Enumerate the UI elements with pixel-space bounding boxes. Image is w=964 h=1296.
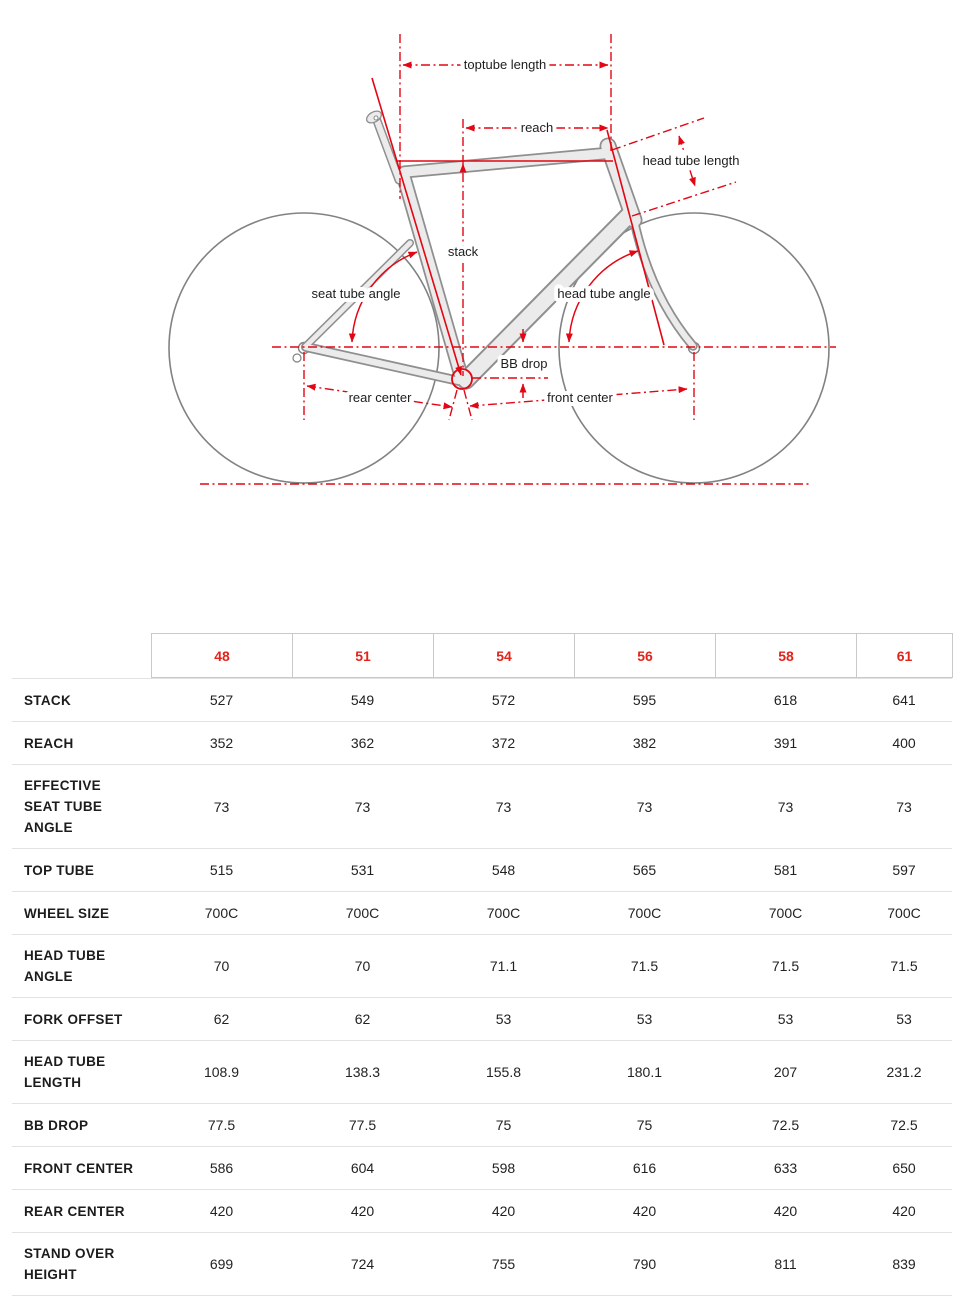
frame xyxy=(306,109,693,381)
geometry-table xyxy=(0,633,964,1296)
geometry-value: 565 xyxy=(632,862,657,878)
geometry-value: 420 xyxy=(773,1203,798,1219)
table-header-row xyxy=(12,633,952,679)
size-column-header xyxy=(292,633,434,678)
ext-headtube-bottom xyxy=(632,182,736,216)
row-label: HEAD TUBE ANGLE xyxy=(24,948,106,984)
geometry-value: 352 xyxy=(209,735,234,751)
size-header-label: 58 xyxy=(778,647,794,664)
geometry-value: 207 xyxy=(773,1064,798,1080)
geometry-value: 71.5 xyxy=(630,958,659,974)
geometry-value: 700C xyxy=(768,905,803,921)
size-column-header xyxy=(433,633,575,678)
size-header-label: 51 xyxy=(355,647,371,664)
geometry-value: 71.5 xyxy=(771,958,800,974)
geometry-value: 75 xyxy=(636,1117,653,1133)
geometry-value: 73 xyxy=(636,798,653,815)
geometry-value: 77.5 xyxy=(207,1117,236,1133)
size-column-header xyxy=(856,633,953,678)
label-head-tube-length: head tube length xyxy=(642,153,740,168)
label-reach: reach xyxy=(520,120,554,135)
geometry-value: 572 xyxy=(491,692,516,708)
geometry-value: 790 xyxy=(632,1256,657,1272)
geometry-diagram-svg xyxy=(0,0,964,633)
ext-headtube-top xyxy=(612,118,704,150)
table-row xyxy=(12,722,952,765)
geometry-value: 70 xyxy=(213,958,230,974)
label-head-tube-angle: head tube angle xyxy=(557,286,651,301)
geometry-value: 839 xyxy=(892,1256,916,1272)
geometry-value: 597 xyxy=(892,862,916,878)
seat-tube-axis-line xyxy=(372,78,461,375)
table-corner-cell xyxy=(12,633,151,678)
ext-bb-right xyxy=(464,390,472,420)
geometry-value: 71.1 xyxy=(489,958,518,974)
geometry-value: 581 xyxy=(773,862,798,878)
row-label: STAND OVER HEIGHT xyxy=(24,1246,115,1282)
row-label: FRONT CENTER xyxy=(24,1160,134,1176)
geometry-value: 633 xyxy=(773,1160,798,1176)
geometry-value: 53 xyxy=(777,1011,794,1027)
table-row xyxy=(12,892,952,935)
geometry-value: 77.5 xyxy=(348,1117,377,1133)
geometry-value: 372 xyxy=(491,735,516,751)
row-label: EFFECTIVE SEAT TUBE ANGLE xyxy=(24,778,103,835)
geometry-value: 155.8 xyxy=(485,1064,522,1080)
geometry-value: 618 xyxy=(773,692,798,708)
table-row xyxy=(12,1190,952,1233)
geometry-value: 70 xyxy=(354,958,371,974)
geometry-value: 53 xyxy=(495,1011,512,1027)
row-label: WHEEL SIZE xyxy=(24,905,110,921)
geometry-value: 400 xyxy=(892,735,916,751)
geometry-value: 515 xyxy=(209,862,234,878)
geometry-value: 73 xyxy=(777,798,794,815)
geometry-value: 73 xyxy=(354,798,371,815)
table-row xyxy=(12,1147,952,1190)
geometry-value: 699 xyxy=(209,1256,234,1272)
geometry-value: 420 xyxy=(892,1203,916,1219)
table-row xyxy=(12,1041,952,1104)
label-rear-center: rear center xyxy=(348,390,412,405)
geometry-value: 391 xyxy=(773,735,798,751)
geometry-value: 700C xyxy=(204,905,239,921)
label-stack: stack xyxy=(447,244,479,259)
bike-geometry-diagram xyxy=(0,0,964,633)
dimension-lines xyxy=(200,34,836,484)
geometry-value: 548 xyxy=(491,862,516,878)
geometry-value: 420 xyxy=(491,1203,516,1219)
table-row xyxy=(12,935,952,998)
geometry-value: 595 xyxy=(632,692,657,708)
geometry-value: 650 xyxy=(892,1160,916,1176)
geometry-value: 53 xyxy=(636,1011,653,1027)
ext-bb-left xyxy=(449,390,457,420)
geometry-value: 616 xyxy=(632,1160,657,1176)
table-row xyxy=(12,679,952,722)
row-label: STACK xyxy=(24,692,71,708)
geometry-value: 700C xyxy=(887,905,921,921)
geometry-value: 420 xyxy=(209,1203,234,1219)
geometry-value: 62 xyxy=(354,1011,371,1027)
row-label: BB DROP xyxy=(24,1117,89,1133)
geometry-value: 73 xyxy=(896,798,912,815)
size-header-label: 48 xyxy=(214,647,230,664)
geometry-value: 420 xyxy=(350,1203,375,1219)
label-toptube-length: toptube length xyxy=(463,57,547,72)
geometry-value: 700C xyxy=(345,905,380,921)
geometry-value: 71.5 xyxy=(890,958,918,974)
table-row xyxy=(12,849,952,892)
geometry-value: 72.5 xyxy=(771,1117,800,1133)
row-label: REACH xyxy=(24,735,74,751)
size-column-header xyxy=(574,633,716,678)
size-column-header xyxy=(151,633,293,678)
size-header-label: 54 xyxy=(496,647,512,664)
geometry-value: 138.3 xyxy=(344,1064,381,1080)
geometry-value: 549 xyxy=(350,692,375,708)
geometry-value: 362 xyxy=(350,735,375,751)
geometry-value: 527 xyxy=(209,692,234,708)
geometry-value: 811 xyxy=(774,1256,797,1272)
geometry-value: 700C xyxy=(486,905,521,921)
geometry-value: 420 xyxy=(632,1203,657,1219)
table-row xyxy=(12,1104,952,1147)
diagram-labels xyxy=(312,57,740,405)
geometry-value: 586 xyxy=(209,1160,234,1176)
geometry-value: 382 xyxy=(632,735,657,751)
geometry-value: 641 xyxy=(892,692,916,708)
geometry-value: 108.9 xyxy=(203,1064,240,1080)
geometry-value: 231.2 xyxy=(886,1064,922,1080)
geometry-value: 531 xyxy=(350,862,375,878)
label-bb-drop: BB drop xyxy=(500,356,548,371)
geometry-value: 180.1 xyxy=(626,1064,663,1080)
table-row xyxy=(12,998,952,1041)
geometry-value: 62 xyxy=(213,1011,230,1027)
table-row xyxy=(12,765,952,849)
derailleur-hanger xyxy=(293,354,301,362)
geometry-value: 73 xyxy=(213,798,230,815)
table-row xyxy=(12,1233,952,1296)
label-seat-tube-angle: seat tube angle xyxy=(311,286,401,301)
size-column-header xyxy=(715,633,857,678)
row-label: TOP TUBE xyxy=(24,862,95,878)
row-label: FORK OFFSET xyxy=(24,1011,123,1027)
geometry-value: 75 xyxy=(495,1117,512,1133)
label-front-center: front center xyxy=(547,390,613,405)
row-label: HEAD TUBE LENGTH xyxy=(24,1054,106,1090)
row-label: REAR CENTER xyxy=(24,1203,125,1219)
geometry-value: 755 xyxy=(491,1256,516,1272)
geometry-value: 72.5 xyxy=(890,1117,918,1133)
geometry-value: 73 xyxy=(495,798,512,815)
geometry-value: 53 xyxy=(896,1011,912,1027)
size-header-label: 61 xyxy=(896,647,913,664)
geometry-value: 700C xyxy=(627,905,662,921)
size-header-label: 56 xyxy=(637,647,653,664)
geometry-value: 604 xyxy=(350,1160,375,1176)
geometry-value: 598 xyxy=(491,1160,516,1176)
table-body xyxy=(12,679,952,1296)
geometry-value: 724 xyxy=(350,1256,375,1272)
